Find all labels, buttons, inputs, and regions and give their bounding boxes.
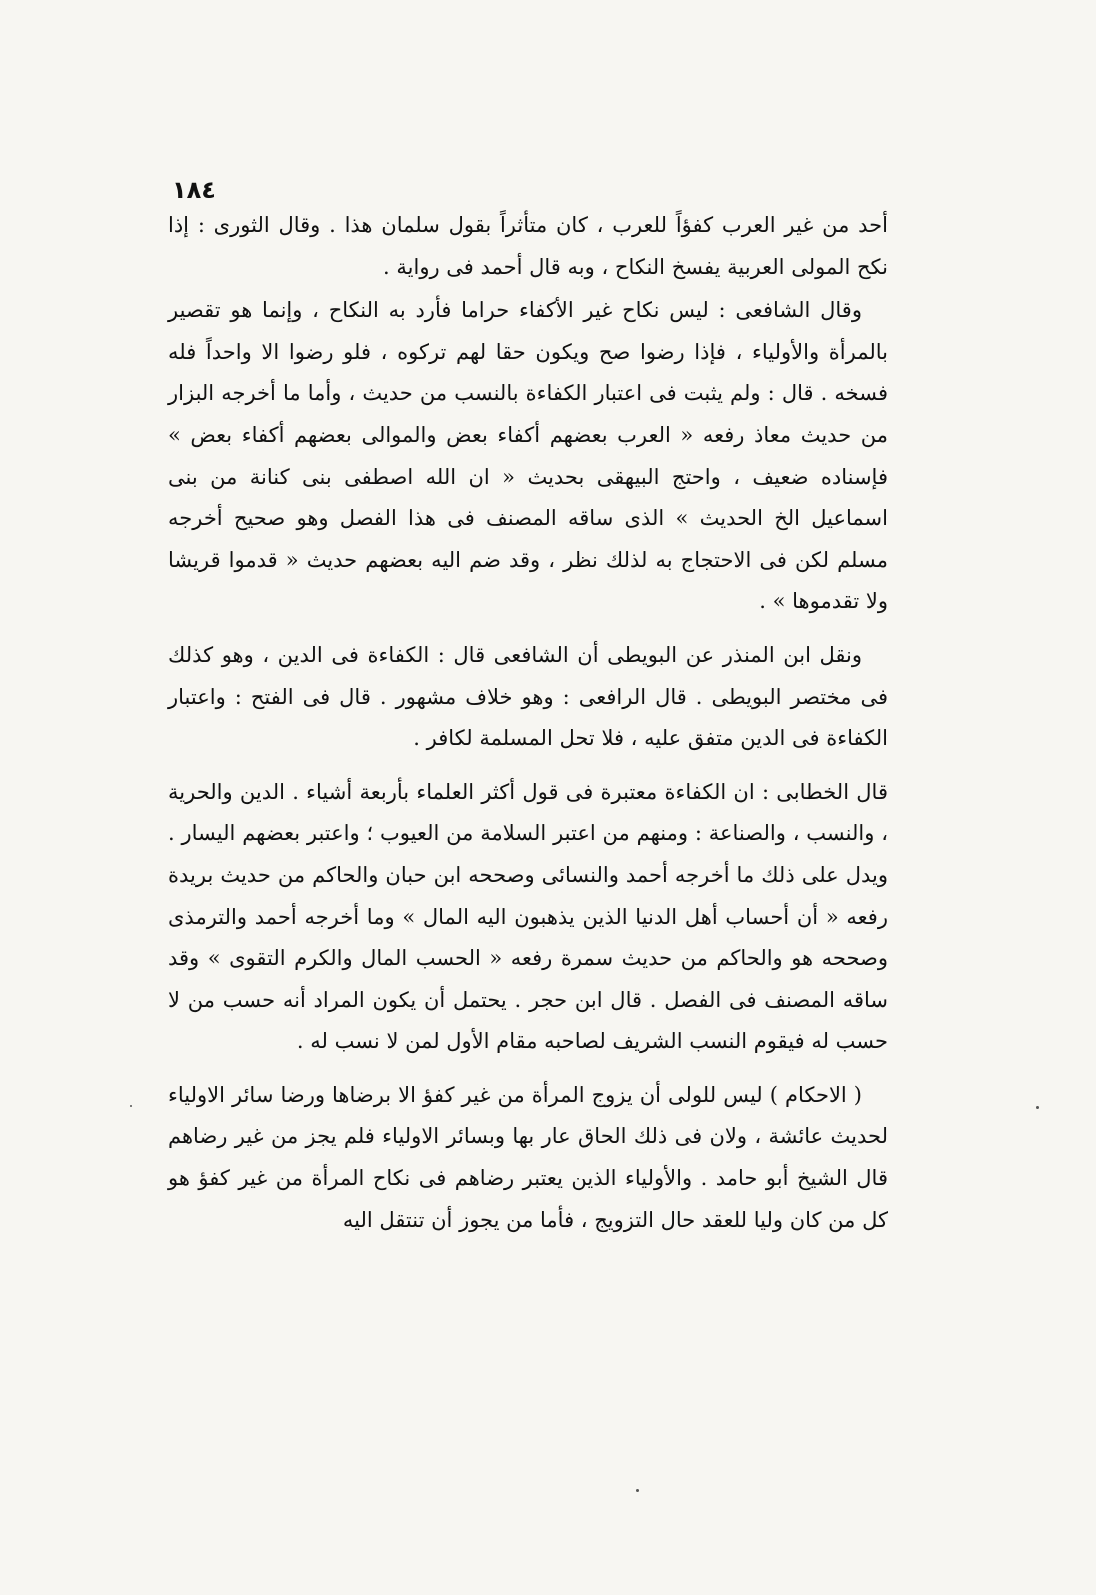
- page-number: ١٨٤: [172, 176, 216, 204]
- speck-mark: [1036, 1106, 1039, 1109]
- paragraph-5: ( الاحكام ) ليس للولى أن يزوج المرأة من غير كفؤ الا برضاها ورضا سائر الاولياء لحديث عائشة ، ولان فى ذلك الحاق عار بها وبسائر الاولياء فلم يجز من غير رضاهم قال الشيخ أبو حامد . والأولياء الذين يعتبر رضاهم فى نكاح المرأة من غير كفؤ هو كل من كان وليا للعقد حال التزويج ، فأما من يجوز أن تنتقل اليه: [168, 1082, 888, 1232]
- paragraph-1: أحد من غير العرب كفؤاً للعرب ، كان متأثراً بقول سلمان هذا . وقال الثورى : إذا نكح المولى العربية يفسخ النكاح ، وبه قال أحمد فى رواية .: [168, 213, 888, 279]
- speck-mark: [130, 1105, 132, 1107]
- paragraph-2: وقال الشافعى : ليس نكاح غير الأكفاء حراما فأرد به النكاح ، وإنما هو تقصير بالمرأة والأولياء ، فإذا رضوا صح ويكون حقا لهم تركوه ، فلو رضوا الا واحداً فله فسخه . قال : ولم يثبت فى اعتبار الكفاءة بالنسب من حديث ، وأما ما أخرجه البزار من حديث معاذ رفعه « العرب بعضهم أكفاء بعض والموالى بعضهم أكفاء بعض » فإسناده ضعيف ، واحتج البيهقى بحديث « ان الله اصطفى بنى كنانة من بنى اسماعيل الخ الحديث » الذى ساقه المصنف فى هذا الفصل وهو صحيح أخرجه مسلم لكن فى الاحتجاج به لذلك نظر ، وقد ضم اليه بعضهم حديث « قدموا قريشا ولا تقدموها » .: [168, 298, 888, 614]
- speck-mark: [636, 1489, 639, 1492]
- paragraph-4: قال الخطابى : ان الكفاءة معتبرة فى قول أكثر العلماء بأربعة أشياء . الدين والحرية ، والنسب ، والصناعة : ومنهم من اعتبر السلامة من العيوب ؛ واعتبر بعضهم اليسار . ويدل على ذلك ما أخرجه أحمد والنسائى وصححه ابن حبان والحاكم من حديث بريدة رفعه « أن أحساب أهل الدنيا الذين يذهبون اليه المال » وما أخرجه أحمد والترمذى وصححه هو والحاكم من حديث سمرة رفعه « الحسب المال والكرم التقوى » وقد ساقه المصنف فى الفصل . قال ابن حجر . يحتمل أن يكون المراد أنه حسب من لا حسب له فيقوم النسب الشريف لصاحبه مقام الأول لمن لا نسب له .: [168, 779, 888, 1054]
- paragraph-3: ونقل ابن المنذر عن البويطى أن الشافعى قال : الكفاءة فى الدين ، وهو كذلك فى مختصر البويطى . قال الرافعى : وهو خلاف مشهور . قال فى الفتح : واعتبار الكفاءة فى الدين متفق عليه ، فلا تحل المسلمة لكافر .: [168, 642, 888, 751]
- body-text: [168, 205, 888, 1241]
